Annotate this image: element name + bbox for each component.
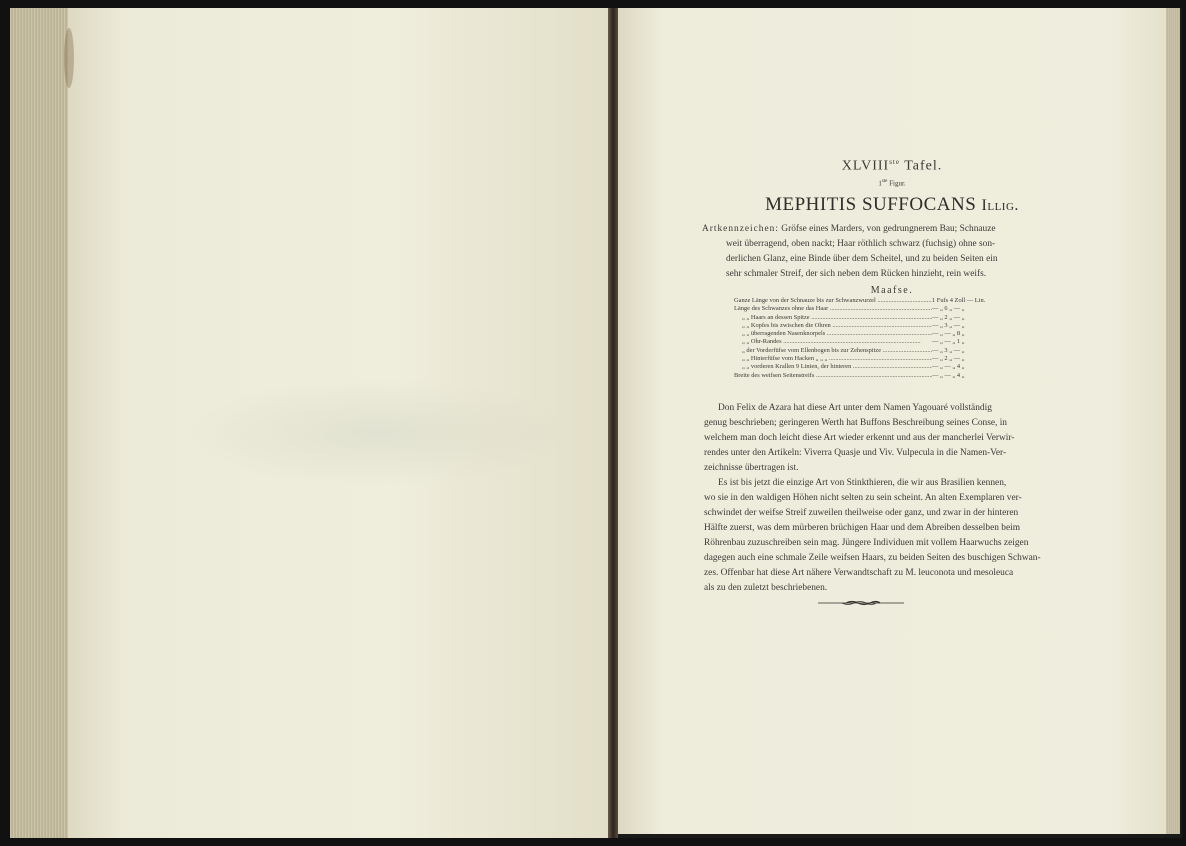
measurements-title: Maafse.	[870, 285, 914, 296]
bleed-through-shadow	[188, 378, 568, 488]
diagnosis-continuation: weit überragend, oben nackt; Haar röthlich schwarz (fuchsig) ohne son- derlichen Glanz, eine Binde über dem Scheitel, und zu beiden Seiten ein sehr schmaler Streif, der sich neben dem Rücken hinzieht, rein weifs.	[726, 239, 998, 279]
right-page	[618, 8, 1166, 834]
left-page	[68, 8, 608, 838]
measurement-row: „ „ Kopfes bis zwischen die Ohren ..... — „ 3 „ — „	[734, 322, 994, 330]
measurements-table	[734, 297, 994, 380]
diagnosis-line-1: Artkennzeichen: Gröfse eines Marders, von gedrungnerem Bau; Schnauze	[702, 224, 996, 234]
measurement-row: „ „ Hinterfüfse vom Hacken „ „ „ ..... — „ 2 „ — „	[734, 355, 994, 363]
measurement-row: „ „ vorderen Krallen 9 Linien, der hinteren ..... — „ — „ 4 „	[734, 363, 994, 371]
species-heading: MEPHITIS SUFFOCANS Illig.	[765, 194, 1019, 215]
measurement-row: Länge des Schwanzes ohne das Haar ..... — „ 6 „ — „	[734, 305, 994, 313]
tailpiece-ornament-icon	[818, 600, 904, 606]
plate-title: XLVIIIste Tafel.	[841, 158, 943, 174]
measurement-row: Breite des weifsen Seitenstreifs ..... — „ — „ 4 „	[734, 372, 994, 380]
measurement-row: Ganze Länge von der Schnauze bis zur Schwanzwurzel ..... 1 Fufs 4 Zoll — Lin.	[734, 297, 994, 305]
paragraph-description: Es ist bis jetzt die einzige Art von Stinkthieren, die wir aus Brasilien kennen, wo sie in den waldigen Höhen nicht selten zu sein scheint. An alten Exemplaren ver- schwindet der weifse Streif zuweilen theilweise oder ganz, und zwar in der hinteren Hälfte zuerst, was dem mürberen brüchigen Haar und dem Abreiben desselben beim Röhrenbau zuzuschreiben sein mag. Jüngere Individuen mit vollem Haarwuchs zeigen dagegen auch eine schmale Zeile weifsen Haars, zu beiden Seiten des buschigen Schwan- zes. Offenbar hat diese Art nähere Verwandtschaft zu M. leuconota und mesoleuca als zu den zuletzt beschriebenen.	[704, 478, 1041, 593]
measurement-row: „ der Vorderfüfse vom Ellenbogen bis zur Zehenspitze ..... — „ 3 „ — „	[734, 347, 994, 355]
figure-label: 1ste Figur.	[878, 179, 906, 188]
page-content	[618, 8, 1166, 834]
paragraph-azara: Don Felix de Azara hat diese Art unter dem Namen Yagouaré vollständig genug beschrieben; geringeren Werth hat Buffons Beschreibung seines Conse, in welchem man doch leicht diese Art wieder erkennt und aus der mancherlei Verwir- rendes unter den Artikeln: Viverra Quasje und Viv. Vulpecula in die Namen-Ver- zeichnisse übertragen ist.	[704, 403, 1015, 473]
book-spine	[608, 8, 618, 838]
stain	[64, 28, 74, 88]
measurement-row: „ „ Haars an dessen Spitze ..... — „ 2 „ — „	[734, 314, 994, 322]
measurement-row: „ „ Ohr-Randes ..... — „ — „ 1 „	[734, 338, 994, 346]
right-page-edge	[1166, 8, 1180, 834]
measurement-row: „ „ überragenden Nasenknorpels ..... — „ — „ 8 „	[734, 330, 994, 338]
left-page-edge	[10, 8, 68, 838]
